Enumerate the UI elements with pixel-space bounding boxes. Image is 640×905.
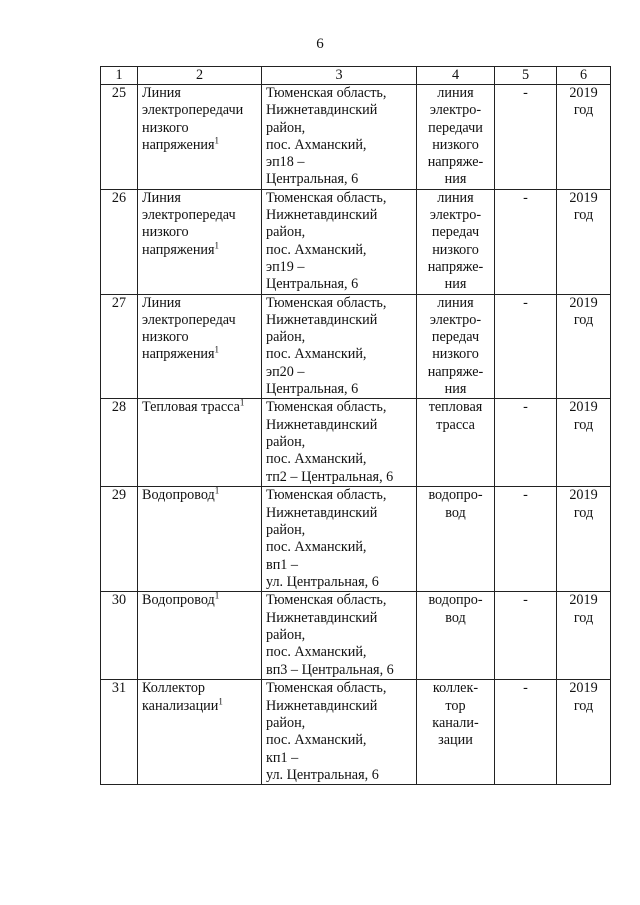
row-number-cell: 31: [101, 680, 138, 785]
object-type-cell: тепловая трасса: [417, 399, 495, 487]
object-name: Тепловая трасса: [142, 399, 240, 416]
footnote-marker: 1: [214, 344, 220, 355]
object-name: Коллектор канализации: [142, 680, 219, 714]
column-5-cell: -: [495, 592, 557, 680]
row-number-cell: 29: [101, 487, 138, 592]
table-row: [101, 294, 611, 399]
table-row: [101, 189, 611, 294]
column-header: 6: [557, 67, 611, 85]
footnote-marker: 1: [214, 239, 220, 250]
year-cell: 2019 год: [557, 294, 611, 399]
footnote-marker: 1: [214, 485, 220, 496]
table-row: [101, 399, 611, 487]
address-cell: Тюменская область, Нижнетавдинский район, пос. Ахманский, вп3 – Центральная, 6: [262, 592, 417, 680]
column-header: 1: [101, 67, 138, 85]
column-5-cell: -: [495, 399, 557, 487]
object-name-wrapper: [142, 295, 236, 363]
footnote-marker: 1: [218, 695, 223, 706]
object-name-wrapper: [142, 190, 236, 258]
column-5-cell: -: [495, 189, 557, 294]
column-header: 4: [417, 67, 495, 85]
page-number: 6: [316, 36, 324, 52]
object-name-wrapper: [142, 399, 244, 415]
object-name-cell: [138, 85, 262, 190]
object-name: Водопровод: [142, 487, 215, 504]
object-name: Линия электропередач низкого напряжения: [142, 294, 236, 363]
year-cell: 2019 год: [557, 487, 611, 592]
object-name-wrapper: [142, 487, 219, 503]
address-cell: Тюменская область, Нижнетавдинский район, пос. Ахманский, тп2 – Центральная, 6: [262, 399, 417, 487]
object-name-cell: [138, 680, 262, 785]
address-cell: Тюменская область, Нижнетавдинский район, пос. Ахманский, эп19 – Центральная, 6: [262, 189, 417, 294]
object-type-cell: водопро- вод: [417, 592, 495, 680]
column-header: 2: [138, 67, 262, 85]
object-name-cell: [138, 189, 262, 294]
registry-table: [100, 66, 611, 785]
object-type-cell: линия электро- передачи низкого напряже- ния: [417, 85, 495, 190]
object-name: Линия электропередачи низкого напряжения: [142, 85, 244, 153]
object-name: Водопровод: [142, 592, 215, 609]
column-5-cell: -: [495, 294, 557, 399]
column-5-cell: -: [495, 85, 557, 190]
year-cell: 2019 год: [557, 189, 611, 294]
column-header: 5: [495, 67, 557, 85]
address-cell: Тюменская область, Нижнетавдинский район, пос. Ахманский, эп20 – Центральная, 6: [262, 294, 417, 399]
object-type-cell: линия электро- передач низкого напряже- ния: [417, 294, 495, 399]
address-cell: Тюменская область, Нижнетавдинский район, пос. Ахманский, кп1 – ул. Центральная, 6: [262, 680, 417, 785]
header-row: [101, 67, 611, 85]
object-type-cell: коллек- тор канали- зации: [417, 680, 495, 785]
row-number-cell: 28: [101, 399, 138, 487]
footnote-marker: 1: [214, 590, 220, 601]
table-row: [101, 487, 611, 592]
row-number-cell: 26: [101, 189, 138, 294]
object-name-cell: [138, 592, 262, 680]
column-header: 3: [262, 67, 417, 85]
object-type-cell: водопро- вод: [417, 487, 495, 592]
table-row: [101, 85, 611, 190]
footnote-marker: 1: [214, 135, 220, 146]
object-name-wrapper: [142, 592, 219, 608]
column-5-cell: -: [495, 487, 557, 592]
row-number-cell: 25: [101, 85, 138, 190]
year-cell: 2019 год: [557, 592, 611, 680]
year-cell: 2019 год: [557, 85, 611, 190]
year-cell: 2019 год: [557, 399, 611, 487]
object-name-wrapper: [142, 680, 223, 713]
address-cell: Тюменская область, Нижнетавдинский район, пос. Ахманский, эп18 – Центральная, 6: [262, 85, 417, 190]
object-name-cell: [138, 487, 262, 592]
row-number-cell: 27: [101, 294, 138, 399]
column-5-cell: -: [495, 680, 557, 785]
object-name: Линия электропередач низкого напряжения: [142, 189, 236, 258]
address-cell: Тюменская область, Нижнетавдинский район, пос. Ахманский, вп1 – ул. Центральная, 6: [262, 487, 417, 592]
table-row: [101, 680, 611, 785]
object-name-wrapper: [142, 85, 243, 153]
footnote-marker: 1: [239, 397, 245, 408]
table-row: [101, 592, 611, 680]
row-number-cell: 30: [101, 592, 138, 680]
object-type-cell: линия электро- передач низкого напряже- ния: [417, 189, 495, 294]
year-cell: 2019 год: [557, 680, 611, 785]
object-name-cell: [138, 399, 262, 487]
object-name-cell: [138, 294, 262, 399]
